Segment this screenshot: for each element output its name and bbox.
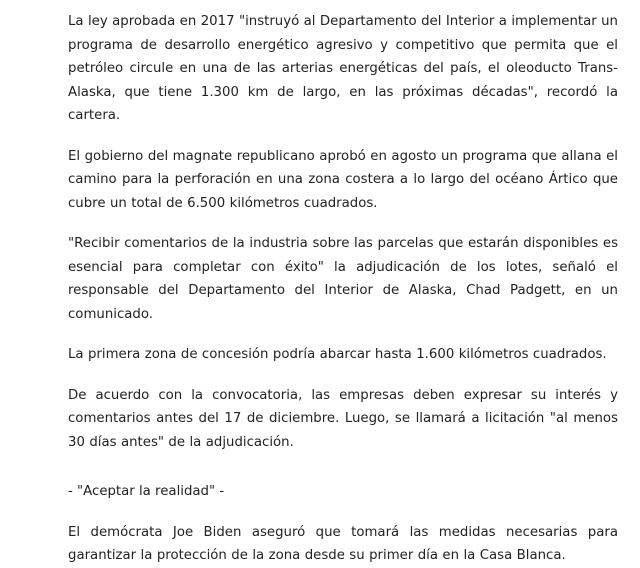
article-paragraph: "Recibir comentarios de la industria sobre las parcelas que estarán disponibles es esencial para completar con éxito" la adjudicación de los lotes, señaló el responsable del Departamento del Interior de Alaska, Chad Padgett, en un comunicado. (68, 236, 618, 322)
article-paragraph: La ley aprobada en 2017 "instruyó al Departamento del Interior a implementar un programa de desarrollo energético agresivo y competitivo que permita que el petróleo circule en una de las arterias energéticas del país, el oleoducto Trans-Alaska, que tiene 1.300 km de largo, en las próximas décadas", recordó la cartera. (68, 14, 618, 123)
article-paragraph: El gobierno del magnate republicano aprobó en agosto un programa que allana el camino para la perforación en una zona costera a lo largo del océano Ártico que cubre un total de 6.500 kilómetros cuadrados. (68, 148, 618, 211)
article-paragraph: De acuerdo con la convocatoria, las empresas deben expresar su interés y comentarios antes del 17 de diciembre. Luego, se llamará a licitación "al menos 30 días antes" de la adjudicación. (68, 387, 618, 450)
article-paragraph: La primera zona de concesión podría abarcar hasta 1.600 kilómetros cuadrados. (68, 347, 607, 362)
article-subheading: - "Aceptar la realidad" - (68, 484, 225, 499)
section-spacer (68, 471, 618, 480)
article-paragraph: El demócrata Joe Biden aseguró que tomará las medidas necesarias para garantizar la protección de la zona desde su primer día en la Casa Blanca. (68, 524, 618, 563)
